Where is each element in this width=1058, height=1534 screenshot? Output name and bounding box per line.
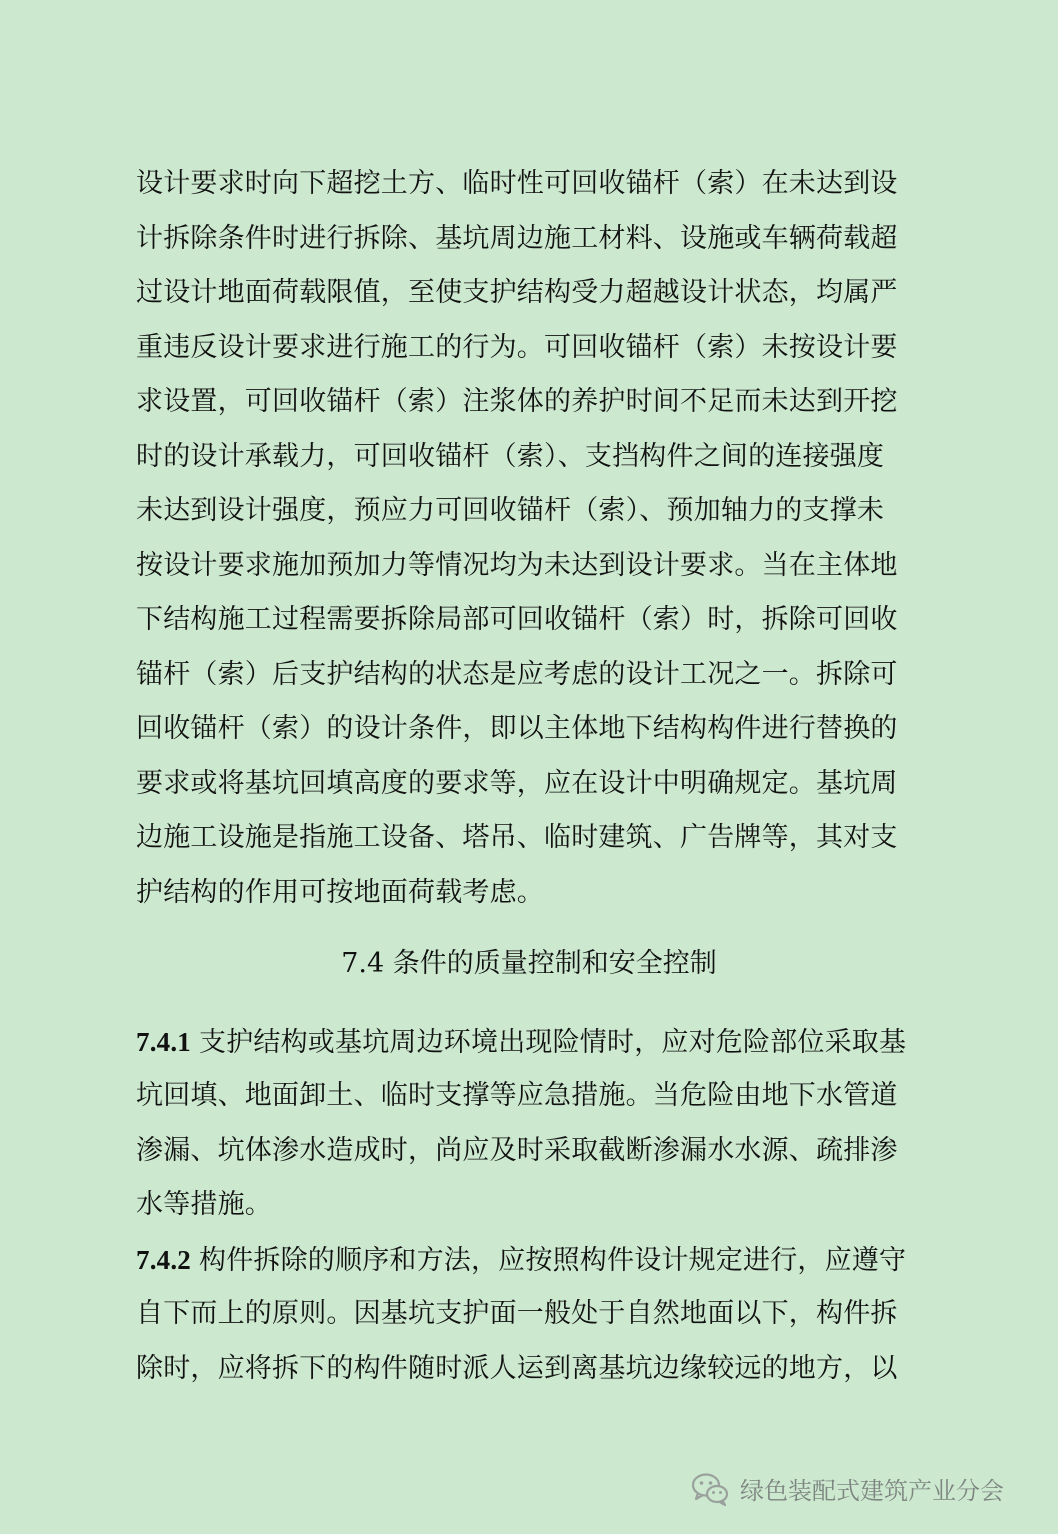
clause-number: 7.4.2 <box>136 1245 191 1275</box>
wechat-icon <box>688 1466 732 1510</box>
clause-text: 支护结构或基坑周边环境出现险情时，应对危险部位采取基 <box>199 1027 907 1058</box>
text-line: 坑回填、地面卸土、临时支撑等应急措施。当危险由地下水管道 <box>136 1080 898 1111</box>
watermark <box>688 1466 1004 1510</box>
text-line: 回收锚杆（索）的设计条件，即以主体地下结构构件进行替换的 <box>136 713 898 744</box>
clause-text: 构件拆除的顺序和方法，应按照构件设计规定进行，应遵守 <box>199 1245 907 1276</box>
clause-first-line <box>136 1242 922 1279</box>
text-line: 自下而上的原则。因基坑支护面一般处于自然地面以下，构件拆 <box>136 1298 898 1329</box>
text-line: 锚杆（索）后支护结构的状态是应考虑的设计工况之一。拆除可 <box>136 659 898 690</box>
text-line: 计拆除条件时进行拆除、基坑周边施工材料、设施或车辆荷载超 <box>136 223 898 254</box>
text-line: 水等措施。 <box>136 1189 272 1220</box>
text-line: 除时，应将拆下的构件随时派人运到离基坑边缘较远的地方，以 <box>136 1353 898 1384</box>
text-line: 时的设计承载力，可回收锚杆（索）、支挡构件之间的连接强度 <box>136 441 885 472</box>
text-line: 过设计地面荷载限值，至使支护结构受力超越设计状态，均属严 <box>136 277 898 308</box>
text-line: 按设计要求施加预加力等情况均为未达到设计要求。当在主体地 <box>136 550 898 581</box>
text-line: 未达到设计强度，预应力可回收锚杆（索）、预加轴力的支撑未 <box>136 495 885 526</box>
text-line: 下结构施工过程需要拆除局部可回收锚杆（索）时，拆除可回收 <box>136 604 898 635</box>
text-line: 护结构的作用可按地面荷载考虑。 <box>136 877 544 908</box>
clause-first-line <box>136 1024 922 1061</box>
text-line: 重违反设计要求进行施工的行为。可回收锚杆（索）未按设计要 <box>136 332 898 363</box>
text-line: 要求或将基坑回填高度的要求等，应在设计中明确规定。基坑周 <box>136 768 898 799</box>
watermark-text: 绿色装配式建筑产业分会 <box>740 1476 1004 1505</box>
section-heading: 7.4 条件的质量控制和安全控制 <box>341 948 717 979</box>
text-line: 边施工设施是指施工设备、塔吊、临时建筑、广告牌等，其对支 <box>136 822 898 853</box>
text-line: 渗漏、坑体渗水造成时，尚应及时采取截断渗漏水水源、疏排渗 <box>136 1135 898 1166</box>
text-line: 设计要求时向下超挖土方、临时性可回收锚杆（索）在未达到设 <box>136 168 898 199</box>
text-line: 求设置，可回收锚杆（索）注浆体的养护时间不足而未达到开挖 <box>136 386 898 417</box>
clause-number: 7.4.1 <box>136 1027 191 1057</box>
